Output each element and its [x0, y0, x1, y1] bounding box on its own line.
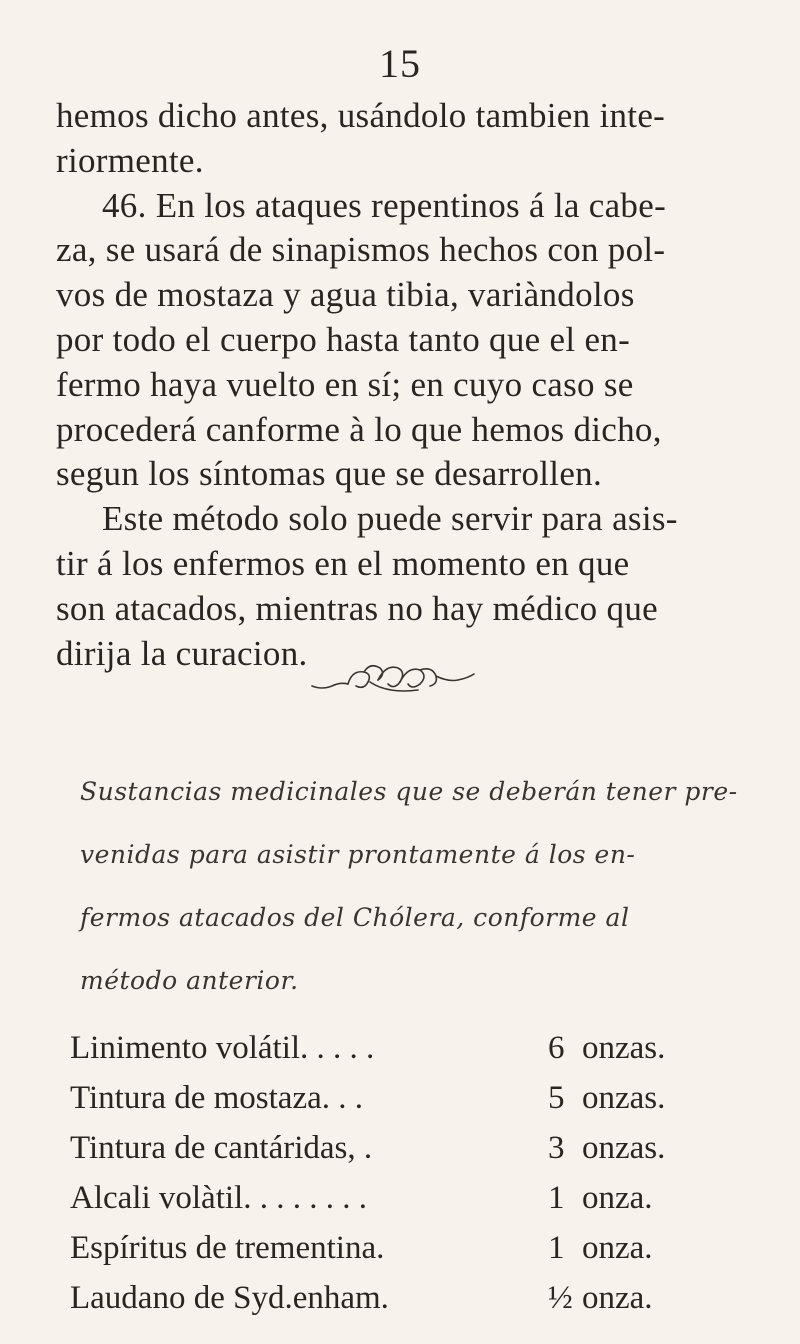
heading-line: método anterior. [80, 966, 299, 995]
ingredient-unit: onzas. [582, 1130, 666, 1166]
ingredient-unit: onzas. [582, 1080, 666, 1116]
ingredient-unit: onzas. [582, 1030, 666, 1066]
ingredient-quantity: 5 [548, 1080, 565, 1116]
page-number: 15 [379, 41, 421, 86]
text-line: 46. En los ataques repentinos á la cabe- [102, 185, 667, 225]
text-line: procederá canforme à lo que hemos dicho, [56, 409, 662, 449]
ingredient-name: Espíritus de trementina. [70, 1230, 385, 1266]
text-line: vos de mostaza y agua tibia, variàndolos [56, 275, 635, 315]
ingredient-name: Laudano de Syd.enham. [70, 1280, 389, 1316]
ingredient-row [70, 1230, 730, 1280]
heading-line: Sustancias medicinales que se deberán tener pre- [80, 777, 738, 806]
ingredient-name: Linimento volátil. . . . . [70, 1030, 375, 1066]
ingredient-row [70, 1080, 730, 1130]
ornament-divider [308, 660, 478, 700]
ingredient-name: Tintura de mostaza. . . [70, 1080, 363, 1116]
ingredient-quantity: 1 [548, 1230, 565, 1266]
ingredient-row [70, 1180, 730, 1230]
text-line: hemos dicho antes, usándolo tambien inte- [56, 96, 666, 135]
text-line: za, se usará de sinapismos hechos con pol- [56, 230, 666, 270]
ingredient-unit: onza. [582, 1230, 653, 1266]
ingredient-name: Tintura de cantáridas, . [70, 1130, 373, 1166]
ingredient-quantity: 1 [548, 1180, 565, 1216]
text-line: fermo haya vuelto en sí; en cuyo caso se [56, 364, 634, 404]
ingredient-list [70, 1030, 730, 1330]
text-line: riormente. [56, 140, 204, 180]
text-line: son atacados, mientras no hay médico que [56, 588, 658, 628]
ingredient-unit: onza. [582, 1180, 653, 1216]
text-line: por todo el cuerpo hasta tanto que el en- [56, 319, 631, 359]
text-line: Este método solo puede servir para asis- [102, 499, 678, 539]
ingredient-quantity: 6 [548, 1030, 565, 1066]
body-paragraphs [56, 94, 756, 676]
ingredient-name: Alcali volàtil. . . . . . . . [70, 1180, 367, 1216]
heading-line: fermos atacados del Chólera, conforme al [80, 903, 630, 932]
ingredient-row [70, 1280, 730, 1330]
heading-line: venidas para asistir prontamente á los en- [80, 840, 636, 869]
ingredient-unit: onza. [582, 1280, 653, 1316]
section-heading [80, 760, 760, 1012]
ingredient-quantity: ½ [548, 1280, 573, 1316]
text-line: segun los síntomas que se desarrollen. [56, 454, 603, 494]
ingredient-quantity: 3 [548, 1130, 565, 1166]
ingredient-row [70, 1030, 730, 1080]
text-line: dirija la curacion. [56, 633, 308, 673]
ingredient-row [70, 1130, 730, 1180]
text-line: tir á los enfermos en el momento en que [56, 543, 630, 583]
